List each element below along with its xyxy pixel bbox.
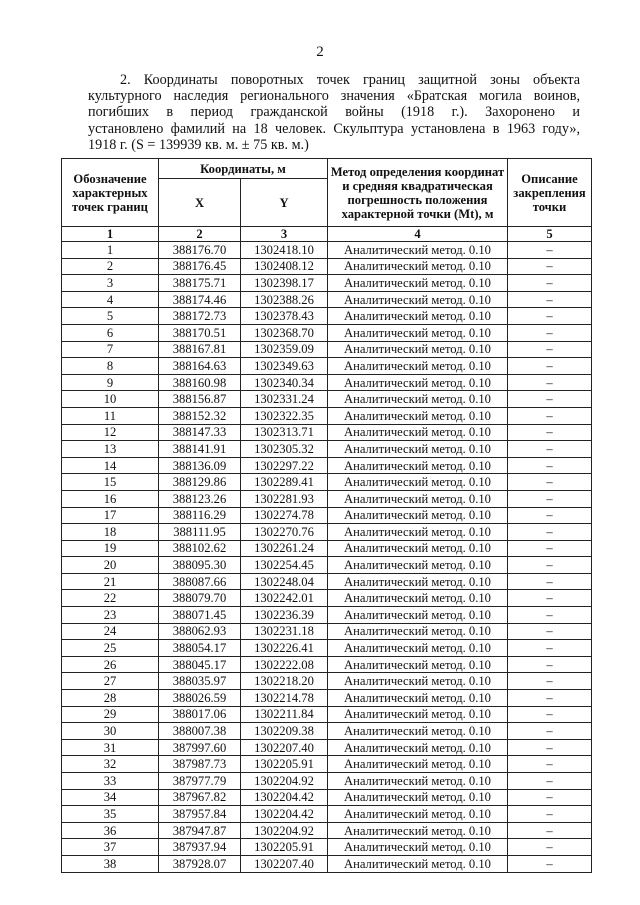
table-row xyxy=(62,706,592,723)
description-cell: – xyxy=(508,474,592,491)
method-cell: Аналитический метод. 0.10 xyxy=(328,573,508,590)
method-cell: Аналитический метод. 0.10 xyxy=(328,258,508,275)
y-coordinate-cell: 1302408.12 xyxy=(241,258,328,275)
method-cell: Аналитический метод. 0.10 xyxy=(328,723,508,740)
x-coordinate-cell: 388123.26 xyxy=(159,490,241,507)
y-coordinate-cell: 1302322.35 xyxy=(241,407,328,424)
description-cell: – xyxy=(508,557,592,574)
method-cell: Аналитический метод. 0.10 xyxy=(328,341,508,358)
table-row xyxy=(62,607,592,624)
point-number-cell: 26 xyxy=(62,656,159,673)
description-cell: – xyxy=(508,623,592,640)
description-cell: – xyxy=(508,524,592,541)
point-number-cell: 14 xyxy=(62,457,159,474)
table-row xyxy=(62,324,592,341)
column-number: 1 xyxy=(62,227,159,242)
table-row xyxy=(62,308,592,325)
header-y: Y xyxy=(241,179,328,227)
description-cell: – xyxy=(508,374,592,391)
header-x: X xyxy=(159,179,241,227)
y-coordinate-cell: 1302281.93 xyxy=(241,490,328,507)
header-method: Метод определения координат и средняя квадратическая погрешность положения характерной точки (Mt), м xyxy=(328,159,508,227)
description-cell: – xyxy=(508,739,592,756)
description-cell: – xyxy=(508,308,592,325)
point-number-cell: 15 xyxy=(62,474,159,491)
table-row xyxy=(62,457,592,474)
y-coordinate-cell: 1302205.91 xyxy=(241,839,328,856)
description-cell: – xyxy=(508,457,592,474)
description-cell: – xyxy=(508,855,592,872)
description-cell: – xyxy=(508,424,592,441)
y-coordinate-cell: 1302313.71 xyxy=(241,424,328,441)
y-coordinate-cell: 1302204.42 xyxy=(241,806,328,823)
point-number-cell: 23 xyxy=(62,607,159,624)
y-coordinate-cell: 1302418.10 xyxy=(241,242,328,259)
y-coordinate-cell: 1302209.38 xyxy=(241,723,328,740)
point-number-cell: 4 xyxy=(62,291,159,308)
y-coordinate-cell: 1302211.84 xyxy=(241,706,328,723)
method-cell: Аналитический метод. 0.10 xyxy=(328,739,508,756)
table-row xyxy=(62,723,592,740)
y-coordinate-cell: 1302368.70 xyxy=(241,324,328,341)
description-cell: – xyxy=(508,640,592,657)
y-coordinate-cell: 1302349.63 xyxy=(241,358,328,375)
method-cell: Аналитический метод. 0.10 xyxy=(328,308,508,325)
description-cell: – xyxy=(508,839,592,856)
point-number-cell: 10 xyxy=(62,391,159,408)
table-body xyxy=(62,242,592,873)
description-cell: – xyxy=(508,275,592,292)
point-number-cell: 29 xyxy=(62,706,159,723)
x-coordinate-cell: 388160.98 xyxy=(159,374,241,391)
table-row xyxy=(62,623,592,640)
method-cell: Аналитический метод. 0.10 xyxy=(328,590,508,607)
table-row xyxy=(62,524,592,541)
description-cell: – xyxy=(508,324,592,341)
point-number-cell: 33 xyxy=(62,773,159,790)
table-row xyxy=(62,441,592,458)
table-row xyxy=(62,839,592,856)
method-cell: Аналитический метод. 0.10 xyxy=(328,773,508,790)
x-coordinate-cell: 388102.62 xyxy=(159,540,241,557)
method-cell: Аналитический метод. 0.10 xyxy=(328,540,508,557)
y-coordinate-cell: 1302207.40 xyxy=(241,855,328,872)
y-coordinate-cell: 1302248.04 xyxy=(241,573,328,590)
method-cell: Аналитический метод. 0.10 xyxy=(328,706,508,723)
description-cell: – xyxy=(508,822,592,839)
y-coordinate-cell: 1302236.39 xyxy=(241,607,328,624)
point-number-cell: 8 xyxy=(62,358,159,375)
point-number-cell: 27 xyxy=(62,673,159,690)
y-coordinate-cell: 1302218.20 xyxy=(241,673,328,690)
description-cell: – xyxy=(508,258,592,275)
header-description: Описание закрепления точки xyxy=(508,159,592,227)
column-number: 5 xyxy=(508,227,592,242)
y-coordinate-cell: 1302274.78 xyxy=(241,507,328,524)
point-number-cell: 34 xyxy=(62,789,159,806)
method-cell: Аналитический метод. 0.10 xyxy=(328,275,508,292)
y-coordinate-cell: 1302359.09 xyxy=(241,341,328,358)
table-row xyxy=(62,822,592,839)
method-cell: Аналитический метод. 0.10 xyxy=(328,789,508,806)
method-cell: Аналитический метод. 0.10 xyxy=(328,490,508,507)
point-number-cell: 21 xyxy=(62,573,159,590)
y-coordinate-cell: 1302305.32 xyxy=(241,441,328,458)
table-row xyxy=(62,673,592,690)
point-number-cell: 31 xyxy=(62,739,159,756)
x-coordinate-cell: 388164.63 xyxy=(159,358,241,375)
y-coordinate-cell: 1302242.01 xyxy=(241,590,328,607)
method-cell: Аналитический метод. 0.10 xyxy=(328,407,508,424)
method-cell: Аналитический метод. 0.10 xyxy=(328,324,508,341)
point-number-cell: 5 xyxy=(62,308,159,325)
y-coordinate-cell: 1302261.24 xyxy=(241,540,328,557)
description-cell: – xyxy=(508,656,592,673)
point-number-cell: 28 xyxy=(62,690,159,707)
point-number-cell: 38 xyxy=(62,855,159,872)
point-number-cell: 11 xyxy=(62,407,159,424)
x-coordinate-cell: 387977.79 xyxy=(159,773,241,790)
description-cell: – xyxy=(508,573,592,590)
table-row xyxy=(62,242,592,259)
table-row xyxy=(62,275,592,292)
point-number-cell: 18 xyxy=(62,524,159,541)
point-number-cell: 13 xyxy=(62,441,159,458)
y-coordinate-cell: 1302378.43 xyxy=(241,308,328,325)
page-number: 2 xyxy=(316,44,324,60)
y-coordinate-cell: 1302331.24 xyxy=(241,391,328,408)
x-coordinate-cell: 388026.59 xyxy=(159,690,241,707)
x-coordinate-cell: 388095.30 xyxy=(159,557,241,574)
y-coordinate-cell: 1302222.08 xyxy=(241,656,328,673)
table-row xyxy=(62,391,592,408)
method-cell: Аналитический метод. 0.10 xyxy=(328,822,508,839)
intro-line: 1918 г. (S = 139939 кв. м. ± 75 кв. м.) xyxy=(88,136,309,153)
y-coordinate-cell: 1302205.91 xyxy=(241,756,328,773)
y-coordinate-cell: 1302204.42 xyxy=(241,789,328,806)
x-coordinate-cell: 388062.93 xyxy=(159,623,241,640)
intro-paragraph xyxy=(88,72,580,153)
x-coordinate-cell: 387937.94 xyxy=(159,839,241,856)
point-number-cell: 20 xyxy=(62,557,159,574)
y-coordinate-cell: 1302207.40 xyxy=(241,739,328,756)
table-row xyxy=(62,291,592,308)
y-coordinate-cell: 1302388.26 xyxy=(241,291,328,308)
point-number-cell: 3 xyxy=(62,275,159,292)
method-cell: Аналитический метод. 0.10 xyxy=(328,640,508,657)
point-number-cell: 9 xyxy=(62,374,159,391)
method-cell: Аналитический метод. 0.10 xyxy=(328,806,508,823)
method-cell: Аналитический метод. 0.10 xyxy=(328,441,508,458)
table-row xyxy=(62,590,592,607)
description-cell: – xyxy=(508,723,592,740)
table-row xyxy=(62,557,592,574)
y-coordinate-cell: 1302204.92 xyxy=(241,773,328,790)
x-coordinate-cell: 388035.97 xyxy=(159,673,241,690)
x-coordinate-cell: 388141.91 xyxy=(159,441,241,458)
y-coordinate-cell: 1302270.76 xyxy=(241,524,328,541)
point-number-cell: 36 xyxy=(62,822,159,839)
point-number-cell: 2 xyxy=(62,258,159,275)
x-coordinate-cell: 388079.70 xyxy=(159,590,241,607)
description-cell: – xyxy=(508,540,592,557)
y-coordinate-cell: 1302226.41 xyxy=(241,640,328,657)
description-cell: – xyxy=(508,391,592,408)
table-row xyxy=(62,507,592,524)
description-cell: – xyxy=(508,673,592,690)
point-number-cell: 12 xyxy=(62,424,159,441)
method-cell: Аналитический метод. 0.10 xyxy=(328,358,508,375)
x-coordinate-cell: 388152.32 xyxy=(159,407,241,424)
method-cell: Аналитический метод. 0.10 xyxy=(328,839,508,856)
table-row xyxy=(62,756,592,773)
x-coordinate-cell: 388017.06 xyxy=(159,706,241,723)
point-number-cell: 7 xyxy=(62,341,159,358)
x-coordinate-cell: 387967.82 xyxy=(159,789,241,806)
method-cell: Аналитический метод. 0.10 xyxy=(328,474,508,491)
intro-line: 2. Координаты поворотных точек границ защитной зоны объекта xyxy=(120,72,580,88)
point-number-cell: 24 xyxy=(62,623,159,640)
method-cell: Аналитический метод. 0.10 xyxy=(328,374,508,391)
x-coordinate-cell: 388087.66 xyxy=(159,573,241,590)
description-cell: – xyxy=(508,590,592,607)
description-cell: – xyxy=(508,607,592,624)
method-cell: Аналитический метод. 0.10 xyxy=(328,656,508,673)
table-row xyxy=(62,358,592,375)
y-coordinate-cell: 1302214.78 xyxy=(241,690,328,707)
table-row xyxy=(62,855,592,872)
table-row xyxy=(62,374,592,391)
point-number-cell: 1 xyxy=(62,242,159,259)
x-coordinate-cell: 387987.73 xyxy=(159,756,241,773)
y-coordinate-cell: 1302398.17 xyxy=(241,275,328,292)
column-number: 3 xyxy=(241,227,328,242)
x-coordinate-cell: 387997.60 xyxy=(159,739,241,756)
x-coordinate-cell: 388156.87 xyxy=(159,391,241,408)
description-cell: – xyxy=(508,690,592,707)
y-coordinate-cell: 1302254.45 xyxy=(241,557,328,574)
table-row xyxy=(62,341,592,358)
x-coordinate-cell: 388054.17 xyxy=(159,640,241,657)
description-cell: – xyxy=(508,441,592,458)
y-coordinate-cell: 1302231.18 xyxy=(241,623,328,640)
x-coordinate-cell: 388176.45 xyxy=(159,258,241,275)
y-coordinate-cell: 1302297.22 xyxy=(241,457,328,474)
description-cell: – xyxy=(508,358,592,375)
description-cell: – xyxy=(508,756,592,773)
description-cell: – xyxy=(508,407,592,424)
point-number-cell: 6 xyxy=(62,324,159,341)
method-cell: Аналитический метод. 0.10 xyxy=(328,557,508,574)
table-row xyxy=(62,739,592,756)
y-coordinate-cell: 1302340.34 xyxy=(241,374,328,391)
method-cell: Аналитический метод. 0.10 xyxy=(328,242,508,259)
table-row xyxy=(62,640,592,657)
table-row xyxy=(62,474,592,491)
point-number-cell: 16 xyxy=(62,490,159,507)
description-cell: – xyxy=(508,789,592,806)
x-coordinate-cell: 387957.84 xyxy=(159,806,241,823)
description-cell: – xyxy=(508,773,592,790)
x-coordinate-cell: 388007.38 xyxy=(159,723,241,740)
intro-line: культурного наследия регионального значения «Братская могила воинов, xyxy=(88,88,580,105)
x-coordinate-cell: 388116.29 xyxy=(159,507,241,524)
method-cell: Аналитический метод. 0.10 xyxy=(328,607,508,624)
y-coordinate-cell: 1302289.41 xyxy=(241,474,328,491)
method-cell: Аналитический метод. 0.10 xyxy=(328,623,508,640)
table-row xyxy=(62,407,592,424)
x-coordinate-cell: 388147.33 xyxy=(159,424,241,441)
coordinates-table xyxy=(61,158,592,873)
x-coordinate-cell: 388172.73 xyxy=(159,308,241,325)
method-cell: Аналитический метод. 0.10 xyxy=(328,291,508,308)
header-coordinates: Координаты, м xyxy=(159,159,328,179)
x-coordinate-cell: 388045.17 xyxy=(159,656,241,673)
description-cell: – xyxy=(508,242,592,259)
table-row xyxy=(62,573,592,590)
method-cell: Аналитический метод. 0.10 xyxy=(328,457,508,474)
table-row xyxy=(62,258,592,275)
table-row xyxy=(62,424,592,441)
x-coordinate-cell: 388167.81 xyxy=(159,341,241,358)
point-number-cell: 32 xyxy=(62,756,159,773)
x-coordinate-cell: 388136.09 xyxy=(159,457,241,474)
x-coordinate-cell: 387928.07 xyxy=(159,855,241,872)
point-number-cell: 22 xyxy=(62,590,159,607)
x-coordinate-cell: 388175.71 xyxy=(159,275,241,292)
x-coordinate-cell: 388176.70 xyxy=(159,242,241,259)
point-number-cell: 35 xyxy=(62,806,159,823)
point-number-cell: 19 xyxy=(62,540,159,557)
header-point-designation: Обозначение характерных точек границ xyxy=(62,159,159,227)
table-row xyxy=(62,806,592,823)
x-coordinate-cell: 388174.46 xyxy=(159,291,241,308)
method-cell: Аналитический метод. 0.10 xyxy=(328,507,508,524)
description-cell: – xyxy=(508,490,592,507)
x-coordinate-cell: 388170.51 xyxy=(159,324,241,341)
table-row xyxy=(62,789,592,806)
table-row xyxy=(62,690,592,707)
description-cell: – xyxy=(508,806,592,823)
x-coordinate-cell: 388071.45 xyxy=(159,607,241,624)
point-number-cell: 30 xyxy=(62,723,159,740)
description-cell: – xyxy=(508,341,592,358)
x-coordinate-cell: 387947.87 xyxy=(159,822,241,839)
table-row xyxy=(62,540,592,557)
column-number: 4 xyxy=(328,227,508,242)
intro-line: погибших в период гражданской войны (1918 г.). Захоронено и xyxy=(88,104,580,121)
method-cell: Аналитический метод. 0.10 xyxy=(328,424,508,441)
column-number: 2 xyxy=(159,227,241,242)
point-number-cell: 37 xyxy=(62,839,159,856)
method-cell: Аналитический метод. 0.10 xyxy=(328,855,508,872)
y-coordinate-cell: 1302204.92 xyxy=(241,822,328,839)
table-row xyxy=(62,773,592,790)
method-cell: Аналитический метод. 0.10 xyxy=(328,673,508,690)
method-cell: Аналитический метод. 0.10 xyxy=(328,756,508,773)
method-cell: Аналитический метод. 0.10 xyxy=(328,690,508,707)
description-cell: – xyxy=(508,291,592,308)
point-number-cell: 17 xyxy=(62,507,159,524)
description-cell: – xyxy=(508,507,592,524)
x-coordinate-cell: 388111.95 xyxy=(159,524,241,541)
method-cell: Аналитический метод. 0.10 xyxy=(328,524,508,541)
method-cell: Аналитический метод. 0.10 xyxy=(328,391,508,408)
x-coordinate-cell: 388129.86 xyxy=(159,474,241,491)
table-row xyxy=(62,656,592,673)
table-row xyxy=(62,490,592,507)
description-cell: – xyxy=(508,706,592,723)
intro-line: установлено фамилий на 18 человек. Скульптура установлена в 1963 году», xyxy=(88,120,580,137)
point-number-cell: 25 xyxy=(62,640,159,657)
